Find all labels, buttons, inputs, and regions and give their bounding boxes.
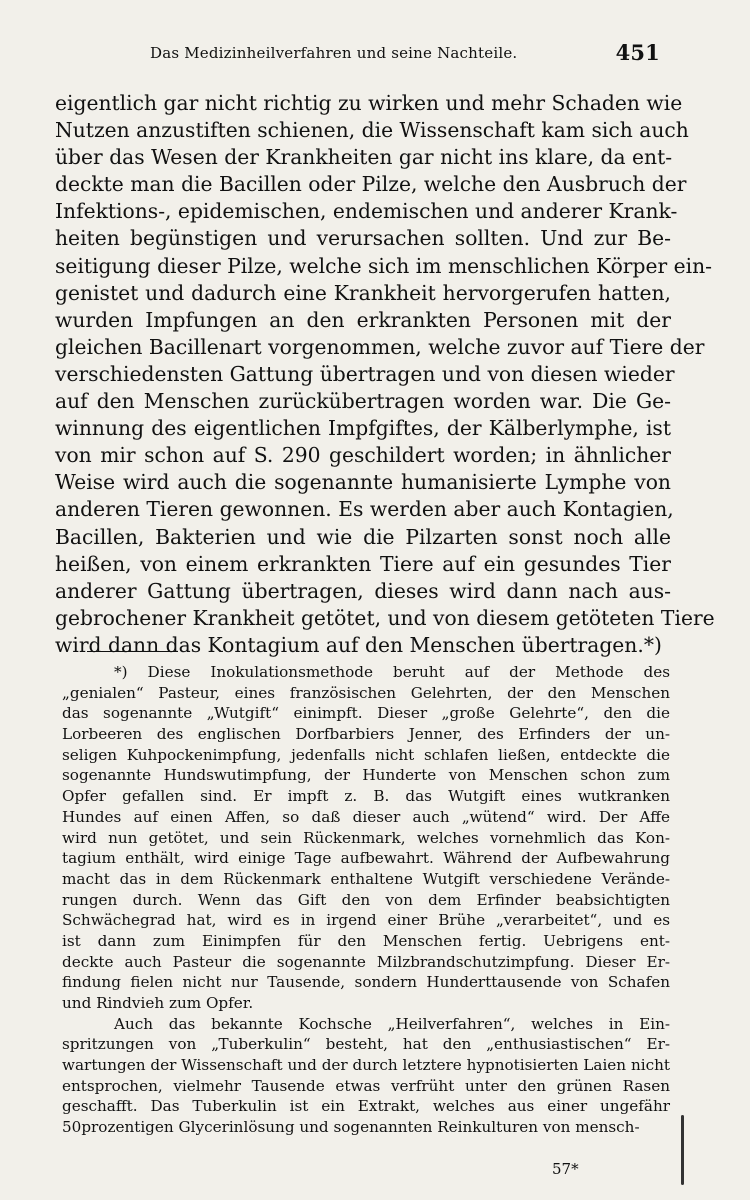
main-text-line: anderen Tieren gewonnen. Es werden aber auch Kontagien, — [55, 497, 674, 522]
main-text-line: Infektions-, epidemischen, endemischen und anderer Krank- — [55, 199, 678, 224]
footnote-line: *) Diese Inokulationsmethode beruht auf der Methode des — [114, 663, 670, 681]
footnote-line: wird nun getötet, und sein Rückenmark, welches vornehmlich das Kon- — [62, 828, 670, 847]
footnote-line: macht das in dem Rückenmark enthaltene Wutgift verschiedene Verände- — [62, 869, 670, 888]
main-text-line: über das Wesen der Krankheiten gar nicht ins klare, da ent- — [55, 145, 673, 170]
running-title: Das Medizinheilverfahren und seine Nachteile. — [150, 44, 518, 62]
footnote-line: entsprochen, vielmehr Tausende etwas verfrüht unter den grünen Rasen — [62, 1076, 670, 1095]
footnote-line: ist dann zum Einimpfen für den Menschen fertig. Uebrigens ent- — [62, 931, 670, 950]
main-text-line: Bacillen, Bakterien und wie die Pilzarten sonst noch alle — [55, 524, 671, 549]
footnote-line: wartungen der Wissenschaft und der durch letztere hypnotisierten Laien nicht — [62, 1056, 670, 1075]
main-text-line: gebrochener Krankheit getötet, und von diesem getöteten Tiere — [55, 605, 715, 630]
footnote-line: Hundes auf einen Affen, so daß dieser auch „wütend“ wird. Der Affe — [62, 807, 670, 826]
main-text-block — [55, 90, 715, 659]
main-text-line: genistet und dadurch eine Krankheit hervorgerufen hatten, — [55, 280, 671, 305]
footnote-line: tagium enthält, wird einige Tage aufbewahrt. Während der Aufbewahrung — [62, 849, 670, 868]
main-text-line: Nutzen anzustiften schienen, die Wissenschaft kam sich auch — [55, 118, 689, 143]
footnote-separator — [87, 651, 175, 652]
main-text-line: seitigung dieser Pilze, welche sich im menschlichen Körper ein- — [55, 253, 713, 278]
signature-mark: 57* — [552, 1160, 579, 1178]
footnote-line: das sogenannte „Wutgift“ einimpft. Dieser „große Gelehrte“, den die — [62, 704, 670, 723]
footnote-line: seligen Kuhpockenimpfung, jedenfalls nicht schlafen ließen, entdeckte die — [62, 745, 670, 764]
main-text-line: Weise wird auch die sogenannte humanisierte Lymphe von — [55, 470, 671, 495]
footnote-line: deckte auch Pasteur die sogenannte Milzbrandschutzimpfung. Dieser Er- — [62, 952, 670, 971]
main-text-line: verschiedensten Gattung übertragen und von diesen wieder — [55, 361, 675, 386]
footnote-line: Schwächegrad hat, wird es in irgend einer Brühe „verarbeitet“, und es — [62, 911, 670, 930]
main-text-line: auf den Menschen zurückübertragen worden war. Die Ge- — [55, 389, 671, 414]
main-text-line: eigentlich gar nicht richtig zu wirken und mehr Schaden wie — [55, 91, 683, 115]
footnote-line: rungen durch. Wenn das Gift den von dem Erfinder beabsichtigten — [62, 890, 670, 909]
footnote-block — [62, 662, 670, 1138]
main-text-line: anderer Gattung übertragen, dieses wird dann nach aus- — [55, 578, 671, 603]
main-text-line: heiten begünstigen und verursachen sollten. Und zur Be- — [55, 226, 671, 251]
footnote-line: spritzungen von „Tuberkulin“ besteht, hat den „enthusiastischen“ Er- — [62, 1035, 670, 1054]
footnote-line: Lorbeeren des englischen Dorfbarbiers Jenner, des Erfinders der un- — [62, 725, 670, 744]
main-text-line: wurden Impfungen an den erkrankten Personen mit der — [55, 307, 671, 332]
main-text-line: wird dann das Kontagium auf den Menschen übertragen.*) — [55, 632, 662, 657]
page-number: 451 — [615, 40, 660, 65]
main-text-line: gleichen Bacillenart vorgenommen, welche zuvor auf Tiere der — [55, 334, 705, 359]
main-text-line: heißen, von einem erkrankten Tiere auf ein gesundes Tier — [55, 551, 671, 576]
footnote-line: geschafft. Das Tuberkulin ist ein Extrakt, welches aus einer ungefähr — [62, 1097, 670, 1116]
footnote-line: „genialen“ Pasteur, eines französischen Gelehrten, der den Menschen — [62, 683, 670, 702]
footnote-line: Auch das bekannte Kochsche „Heilverfahren“, welches in Ein- — [114, 1014, 670, 1033]
footnote-line: 50prozentigen Glycerinlösung und sogenannten Reinkulturen von mensch- — [62, 1118, 640, 1137]
main-text-line: deckte man die Bacillen oder Pilze, welche den Ausbruch der — [55, 172, 687, 197]
main-text-line: winnung des eigentlichen Impfgiftes, der Kälberlymphe, ist — [55, 416, 671, 441]
page-edge-mark — [681, 1115, 684, 1185]
footnote-line: und Rindvieh zum Opfer. — [62, 994, 254, 1012]
main-text-line: von mir schon auf S. 290 geschildert worden; in ähnlicher — [55, 443, 671, 468]
footnote-line: Opfer gefallen sind. Er impft z. B. das Wutgift eines wutkranken — [62, 787, 670, 806]
footnote-line: sogenannte Hundswutimpfung, der Hunderte von Menschen schon zum — [62, 766, 670, 785]
footnote-line: findung fielen nicht nur Tausende, sondern Hunderttausende von Schafen — [62, 973, 670, 992]
